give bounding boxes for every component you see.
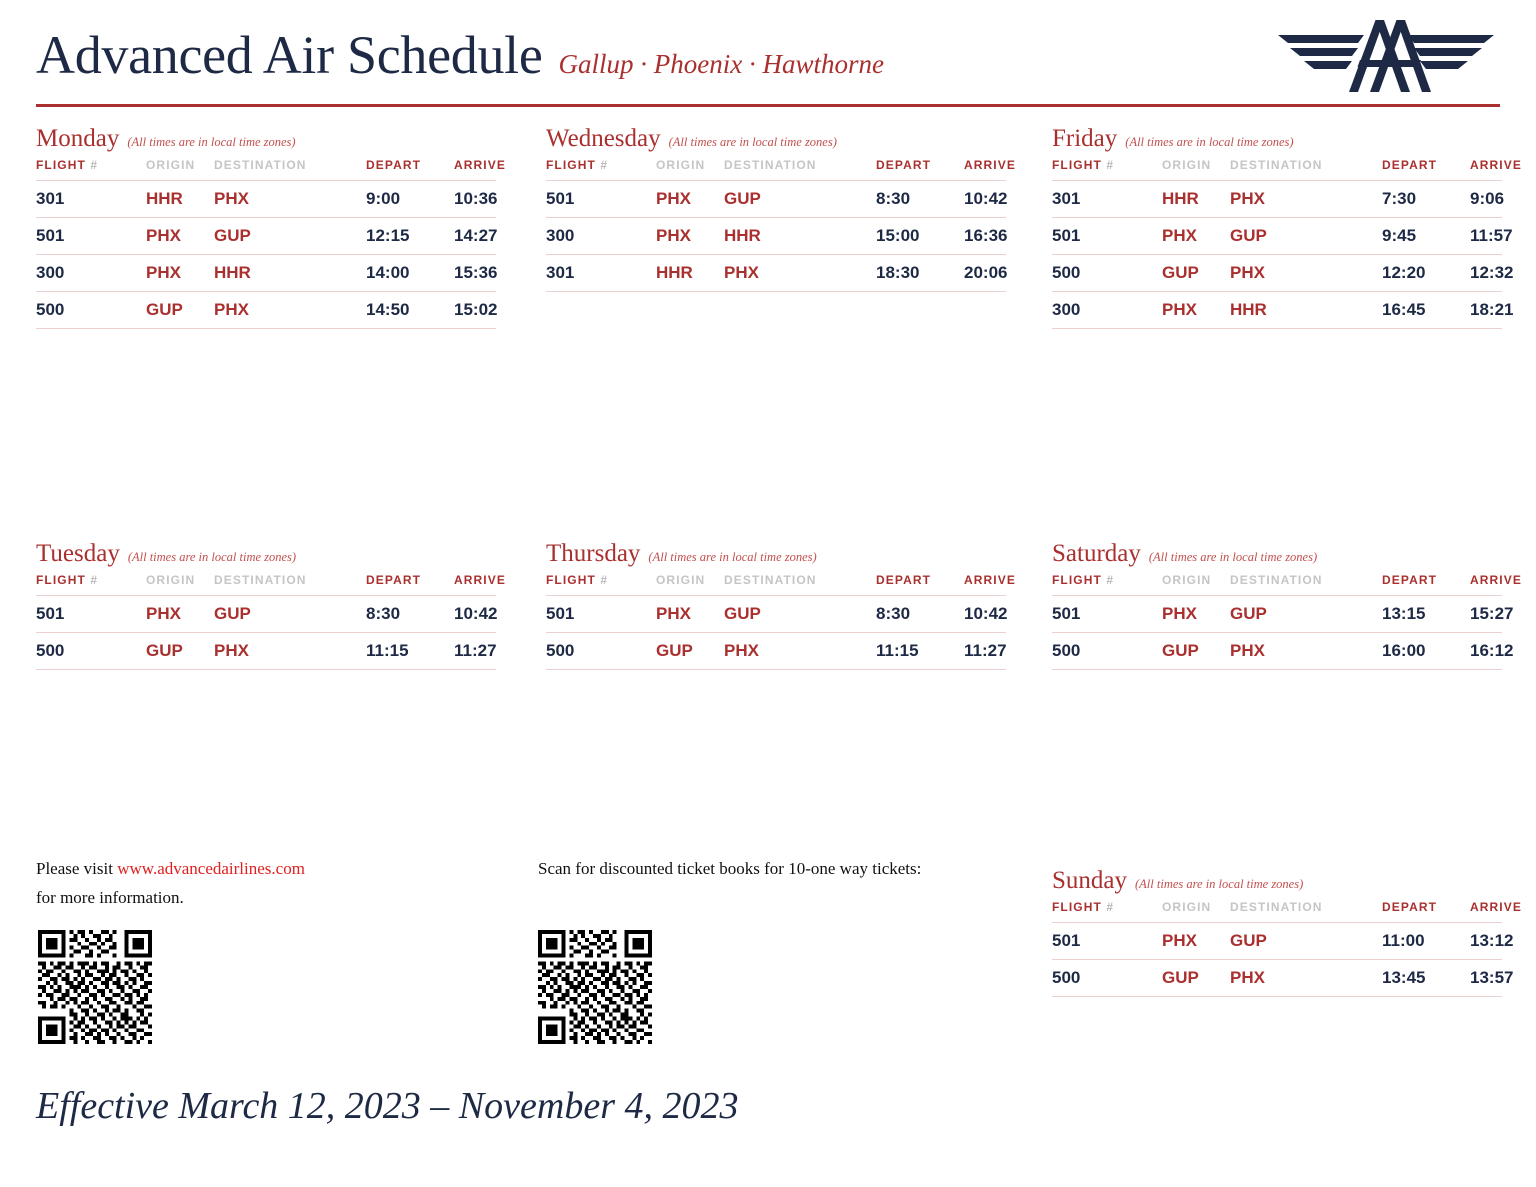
- arrive-time: 15:27: [1470, 596, 1502, 633]
- depart-time: 12:20: [1382, 255, 1470, 292]
- destination-code: PHX: [724, 633, 876, 670]
- flight-number: 500: [1052, 960, 1162, 997]
- destination-code: PHX: [1230, 255, 1382, 292]
- depart-time: 9:00: [366, 181, 454, 218]
- depart-time: 8:30: [876, 596, 964, 633]
- arrive-time: 11:27: [964, 633, 1006, 670]
- schedule-table-friday: [1052, 158, 1522, 329]
- flight-number: 300: [546, 218, 656, 255]
- column-header-destination: DESTINATION: [724, 573, 817, 588]
- flight-number: 500: [36, 292, 146, 329]
- flight-hash-symbol: #: [1106, 573, 1115, 588]
- flight-number: 301: [36, 181, 146, 218]
- day-timezone-note: (All times are in local time zones): [1135, 877, 1304, 891]
- table-row: [36, 633, 496, 670]
- day-name-friday: Friday: [1052, 125, 1118, 152]
- origin-code: GUP: [146, 292, 214, 329]
- flight-hash-symbol: #: [1106, 158, 1115, 173]
- day-name-sunday: Sunday: [1052, 867, 1127, 894]
- destination-code: GUP: [1230, 596, 1382, 633]
- column-header-depart: DEPART: [876, 158, 932, 173]
- column-header-depart: DEPART: [1382, 158, 1438, 173]
- table-row: [1052, 596, 1502, 633]
- arrive-time: 13:12: [1470, 923, 1502, 960]
- flight-number: 500: [1052, 255, 1162, 292]
- table-row: [36, 596, 496, 633]
- day-name-thursday: Thursday: [546, 540, 641, 567]
- destination-code: GUP: [1230, 218, 1382, 255]
- table-header-row: [1052, 573, 1502, 596]
- schedule-table-saturday: [1052, 573, 1522, 670]
- column-header-destination: DESTINATION: [1230, 900, 1323, 915]
- origin-code: HHR: [656, 255, 724, 292]
- arrive-time: 16:36: [964, 218, 1006, 255]
- flight-number: 500: [1052, 633, 1162, 670]
- table-header-row: [1052, 158, 1502, 181]
- origin-code: PHX: [1162, 292, 1230, 329]
- depart-time: 13:45: [1382, 960, 1470, 997]
- column-header-arrive: ARRIVE: [964, 573, 1016, 588]
- table-row: [1052, 960, 1502, 997]
- column-header-depart: DEPART: [876, 573, 932, 588]
- column-header-arrive: ARRIVE: [454, 573, 506, 588]
- arrive-time: 10:36: [454, 181, 496, 218]
- column-header-arrive: ARRIVE: [1470, 573, 1522, 588]
- arrive-time: 14:27: [454, 218, 496, 255]
- depart-time: 15:00: [876, 218, 964, 255]
- flight-hash-symbol: #: [90, 158, 99, 173]
- depart-time: 14:50: [366, 292, 454, 329]
- destination-code: PHX: [214, 181, 366, 218]
- column-header-destination: DESTINATION: [214, 158, 307, 173]
- origin-code: PHX: [1162, 218, 1230, 255]
- schedule-table-sunday: [1052, 900, 1522, 997]
- origin-code: PHX: [146, 596, 214, 633]
- day-block-wednesday: [546, 125, 1016, 292]
- arrive-time: 20:06: [964, 255, 1006, 292]
- flight-number: 500: [36, 633, 146, 670]
- flight-hash-symbol: #: [1106, 900, 1115, 915]
- day-block-monday: [36, 125, 506, 329]
- column-header-arrive: ARRIVE: [1470, 900, 1522, 915]
- day-timezone-note: (All times are in local time zones): [127, 550, 297, 564]
- column-header-depart: DEPART: [366, 158, 422, 173]
- column-header-origin: ORIGIN: [146, 158, 196, 173]
- flight-hash-symbol: #: [600, 573, 609, 588]
- day-name-wednesday: Wednesday: [546, 125, 661, 152]
- column-header-arrive: ARRIVE: [964, 158, 1016, 173]
- table-row: [546, 596, 1006, 633]
- day-timezone-note: (All times are in local time zones): [1125, 135, 1294, 149]
- origin-code: PHX: [1162, 923, 1230, 960]
- route-subtitle: Gallup · Phoenix · Hawthorne: [558, 49, 885, 79]
- depart-time: 8:30: [876, 181, 964, 218]
- depart-time: 11:15: [876, 633, 964, 670]
- column-header-depart: DEPART: [366, 573, 422, 588]
- table-row: [1052, 181, 1502, 218]
- destination-code: PHX: [214, 633, 366, 670]
- arrive-time: 11:27: [454, 633, 496, 670]
- depart-time: 14:00: [366, 255, 454, 292]
- arrive-time: 18:21: [1470, 292, 1502, 329]
- header-divider: [36, 104, 1500, 107]
- table-header-row: [1052, 900, 1502, 923]
- column-header-flight: FLIGHT #: [1052, 573, 1115, 588]
- destination-code: PHX: [1230, 181, 1382, 218]
- column-header-flight: FLIGHT #: [36, 573, 99, 588]
- column-header-flight: FLIGHT #: [1052, 900, 1115, 915]
- day-block-saturday: [1052, 540, 1522, 670]
- visit-note: [36, 855, 476, 913]
- table-row: [546, 218, 1006, 255]
- effective-dates: Effective March 12, 2023 – November 4, 2023: [36, 1085, 739, 1127]
- visit-suffix: for more information.: [36, 887, 184, 907]
- website-link[interactable]: www.advancedairlines.com: [117, 859, 305, 878]
- table-row: [1052, 292, 1502, 329]
- arrive-time: 15:02: [454, 292, 496, 329]
- destination-code: PHX: [724, 255, 876, 292]
- day-heading-sunday: [1052, 868, 1502, 894]
- flight-number: 501: [36, 218, 146, 255]
- origin-code: PHX: [146, 218, 214, 255]
- origin-code: PHX: [656, 218, 724, 255]
- qr-code-ticket-books[interactable]: [538, 930, 652, 1044]
- origin-code: PHX: [656, 596, 724, 633]
- column-header-flight: FLIGHT #: [36, 158, 99, 173]
- title-row: [36, 25, 885, 85]
- column-header-destination: DESTINATION: [214, 573, 307, 588]
- flight-hash-symbol: #: [90, 573, 99, 588]
- day-heading-friday: [1052, 126, 1502, 152]
- table-header-row: [36, 573, 496, 596]
- day-timezone-note: (All times are in local time zones): [648, 550, 817, 564]
- destination-code: HHR: [724, 218, 876, 255]
- destination-code: PHX: [1230, 960, 1382, 997]
- table-row: [546, 181, 1006, 218]
- depart-time: 16:00: [1382, 633, 1470, 670]
- origin-code: HHR: [1162, 181, 1230, 218]
- column-header-flight: FLIGHT #: [1052, 158, 1115, 173]
- scan-note: [538, 855, 978, 884]
- flight-number: 500: [546, 633, 656, 670]
- destination-code: HHR: [1230, 292, 1382, 329]
- day-timezone-note: (All times are in local time zones): [668, 135, 837, 149]
- arrive-time: 10:42: [454, 596, 496, 633]
- origin-code: HHR: [146, 181, 214, 218]
- day-block-thursday: [546, 540, 1016, 670]
- flight-number: 501: [546, 181, 656, 218]
- schedule-table-monday: [36, 158, 506, 329]
- qr-code-website[interactable]: [38, 930, 152, 1044]
- arrive-time: 9:06: [1470, 181, 1502, 218]
- flight-number: 501: [36, 596, 146, 633]
- advanced-air-logo: [1272, 14, 1500, 98]
- arrive-time: 11:57: [1470, 218, 1502, 255]
- origin-code: GUP: [1162, 255, 1230, 292]
- depart-time: 8:30: [366, 596, 454, 633]
- table-header-row: [36, 158, 496, 181]
- table-row: [546, 255, 1006, 292]
- table-row: [1052, 633, 1502, 670]
- day-heading-thursday: [546, 541, 1006, 567]
- day-block-tuesday: [36, 540, 506, 670]
- depart-time: 9:45: [1382, 218, 1470, 255]
- schedule-table-tuesday: [36, 573, 506, 670]
- day-heading-wednesday: [546, 126, 1006, 152]
- page-title: Advanced Air Schedule: [36, 25, 543, 85]
- destination-code: GUP: [214, 218, 366, 255]
- origin-code: PHX: [1162, 596, 1230, 633]
- table-row: [36, 181, 496, 218]
- flight-hash-symbol: #: [600, 158, 609, 173]
- destination-code: PHX: [1230, 633, 1382, 670]
- depart-time: 18:30: [876, 255, 964, 292]
- depart-time: 7:30: [1382, 181, 1470, 218]
- destination-code: GUP: [724, 181, 876, 218]
- table-row: [1052, 218, 1502, 255]
- column-header-origin: ORIGIN: [1162, 158, 1212, 173]
- origin-code: GUP: [1162, 960, 1230, 997]
- arrive-time: 13:57: [1470, 960, 1502, 997]
- table-row: [36, 292, 496, 329]
- column-header-arrive: ARRIVE: [454, 158, 506, 173]
- arrive-time: 10:42: [964, 596, 1006, 633]
- flight-number: 301: [546, 255, 656, 292]
- destination-code: GUP: [1230, 923, 1382, 960]
- day-timezone-note: (All times are in local time zones): [1148, 550, 1318, 564]
- depart-time: 12:15: [366, 218, 454, 255]
- column-header-destination: DESTINATION: [1230, 158, 1323, 173]
- column-header-origin: ORIGIN: [656, 573, 706, 588]
- column-header-depart: DEPART: [1382, 900, 1438, 915]
- depart-time: 11:00: [1382, 923, 1470, 960]
- column-header-flight: FLIGHT #: [546, 158, 609, 173]
- table-header-row: [546, 573, 1006, 596]
- column-header-arrive: ARRIVE: [1470, 158, 1522, 173]
- origin-code: PHX: [146, 255, 214, 292]
- day-heading-monday: [36, 126, 496, 152]
- origin-code: GUP: [1162, 633, 1230, 670]
- depart-time: 11:15: [366, 633, 454, 670]
- day-name-monday: Monday: [36, 125, 120, 152]
- destination-code: GUP: [724, 596, 876, 633]
- table-row: [36, 218, 496, 255]
- destination-code: HHR: [214, 255, 366, 292]
- column-header-depart: DEPART: [1382, 573, 1438, 588]
- arrive-time: 10:42: [964, 181, 1006, 218]
- day-heading-tuesday: [36, 541, 496, 567]
- destination-code: PHX: [214, 292, 366, 329]
- column-header-origin: ORIGIN: [1162, 573, 1212, 588]
- column-header-origin: ORIGIN: [146, 573, 196, 588]
- day-name-saturday: Saturday: [1052, 540, 1141, 567]
- schedule-table-thursday: [546, 573, 1016, 670]
- column-header-flight: FLIGHT #: [546, 573, 609, 588]
- table-row: [36, 255, 496, 292]
- column-header-destination: DESTINATION: [724, 158, 817, 173]
- day-heading-saturday: [1052, 541, 1502, 567]
- depart-time: 16:45: [1382, 292, 1470, 329]
- flight-number: 300: [1052, 292, 1162, 329]
- flight-number: 300: [36, 255, 146, 292]
- table-row: [1052, 923, 1502, 960]
- scan-text: Scan for discounted ticket books for 10-one way tickets:: [538, 859, 922, 878]
- column-header-destination: DESTINATION: [1230, 573, 1323, 588]
- origin-code: GUP: [656, 633, 724, 670]
- column-header-origin: ORIGIN: [1162, 900, 1212, 915]
- arrive-time: 15:36: [454, 255, 496, 292]
- flight-number: 501: [1052, 218, 1162, 255]
- depart-time: 13:15: [1382, 596, 1470, 633]
- flight-number: 501: [1052, 596, 1162, 633]
- table-row: [546, 633, 1006, 670]
- origin-code: PHX: [656, 181, 724, 218]
- day-name-tuesday: Tuesday: [36, 540, 120, 567]
- origin-code: GUP: [146, 633, 214, 670]
- schedule-table-wednesday: [546, 158, 1016, 292]
- day-timezone-note: (All times are in local time zones): [127, 135, 296, 149]
- day-block-friday: [1052, 125, 1522, 329]
- flight-number: 501: [1052, 923, 1162, 960]
- visit-prefix: Please visit: [36, 859, 118, 878]
- flight-number: 301: [1052, 181, 1162, 218]
- column-header-origin: ORIGIN: [656, 158, 706, 173]
- table-header-row: [546, 158, 1006, 181]
- destination-code: GUP: [214, 596, 366, 633]
- arrive-time: 16:12: [1470, 633, 1502, 670]
- arrive-time: 12:32: [1470, 255, 1502, 292]
- flight-number: 501: [546, 596, 656, 633]
- table-row: [1052, 255, 1502, 292]
- day-block-sunday: [1052, 867, 1522, 997]
